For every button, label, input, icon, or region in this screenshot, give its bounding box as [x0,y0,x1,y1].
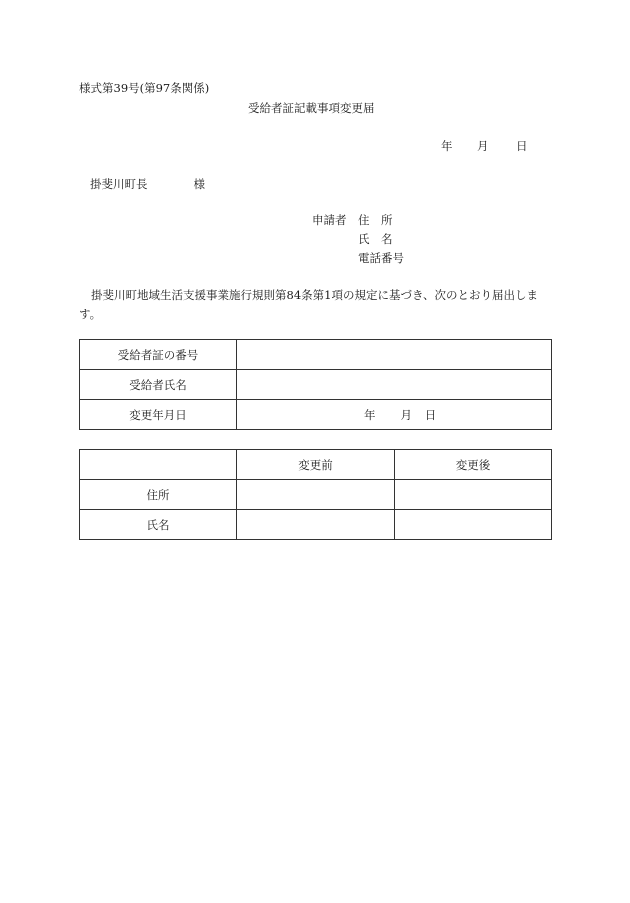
recipient-name-label: 受給者氏名 [80,370,237,400]
change-date-label: 変更年月日 [80,400,237,430]
table-row [80,370,552,400]
header-before: 変更前 [237,450,395,480]
header-blank [80,450,237,480]
row-label-name: 氏名 [80,510,237,540]
table-header-row [80,450,552,480]
change-date-year: 年 [364,407,376,422]
table-row [80,400,552,430]
applicant-name-label: 氏 名 [358,232,393,246]
recipient-name-value[interactable] [237,370,552,400]
body-text: 掛斐川町地域生活支援事業施行規則第84条第1項の規定に基づき、次のとおり届出します。 [79,288,538,321]
name-before-cell[interactable] [237,510,395,540]
change-date-day: 日 [424,407,437,422]
applicant-block [312,211,404,268]
cert-number-value[interactable] [237,340,552,370]
recipient-table [79,339,552,430]
changes-table [79,449,552,540]
applicant-label: 申請者 [312,213,347,227]
header-after: 変更後 [395,450,552,480]
table-row [80,480,552,510]
change-date-value[interactable] [237,400,552,430]
addressee [90,176,205,192]
form-number: 様式第39号(第97条関係) [79,81,210,95]
date-day-label: 日 [516,139,528,153]
addressee-name: 掛斐川町長 [90,177,148,191]
row-label-address: 住所 [80,480,237,510]
name-after-cell[interactable] [395,510,552,540]
change-date-month: 月 [400,407,412,422]
address-after-cell[interactable] [395,480,552,510]
address-before-cell[interactable] [237,480,395,510]
applicant-phone-label: 電話番号 [358,251,404,265]
table-row [80,510,552,540]
date-month-label: 月 [477,139,489,153]
date-year-label: 年 [441,139,453,153]
applicant-address-label: 住 所 [358,213,393,227]
submission-date [441,138,528,154]
addressee-suffix: 様 [193,177,205,191]
document-title: 受給者証記載事項変更届 [248,101,375,115]
table-row [80,340,552,370]
cert-number-label: 受給者証の番号 [80,340,237,370]
